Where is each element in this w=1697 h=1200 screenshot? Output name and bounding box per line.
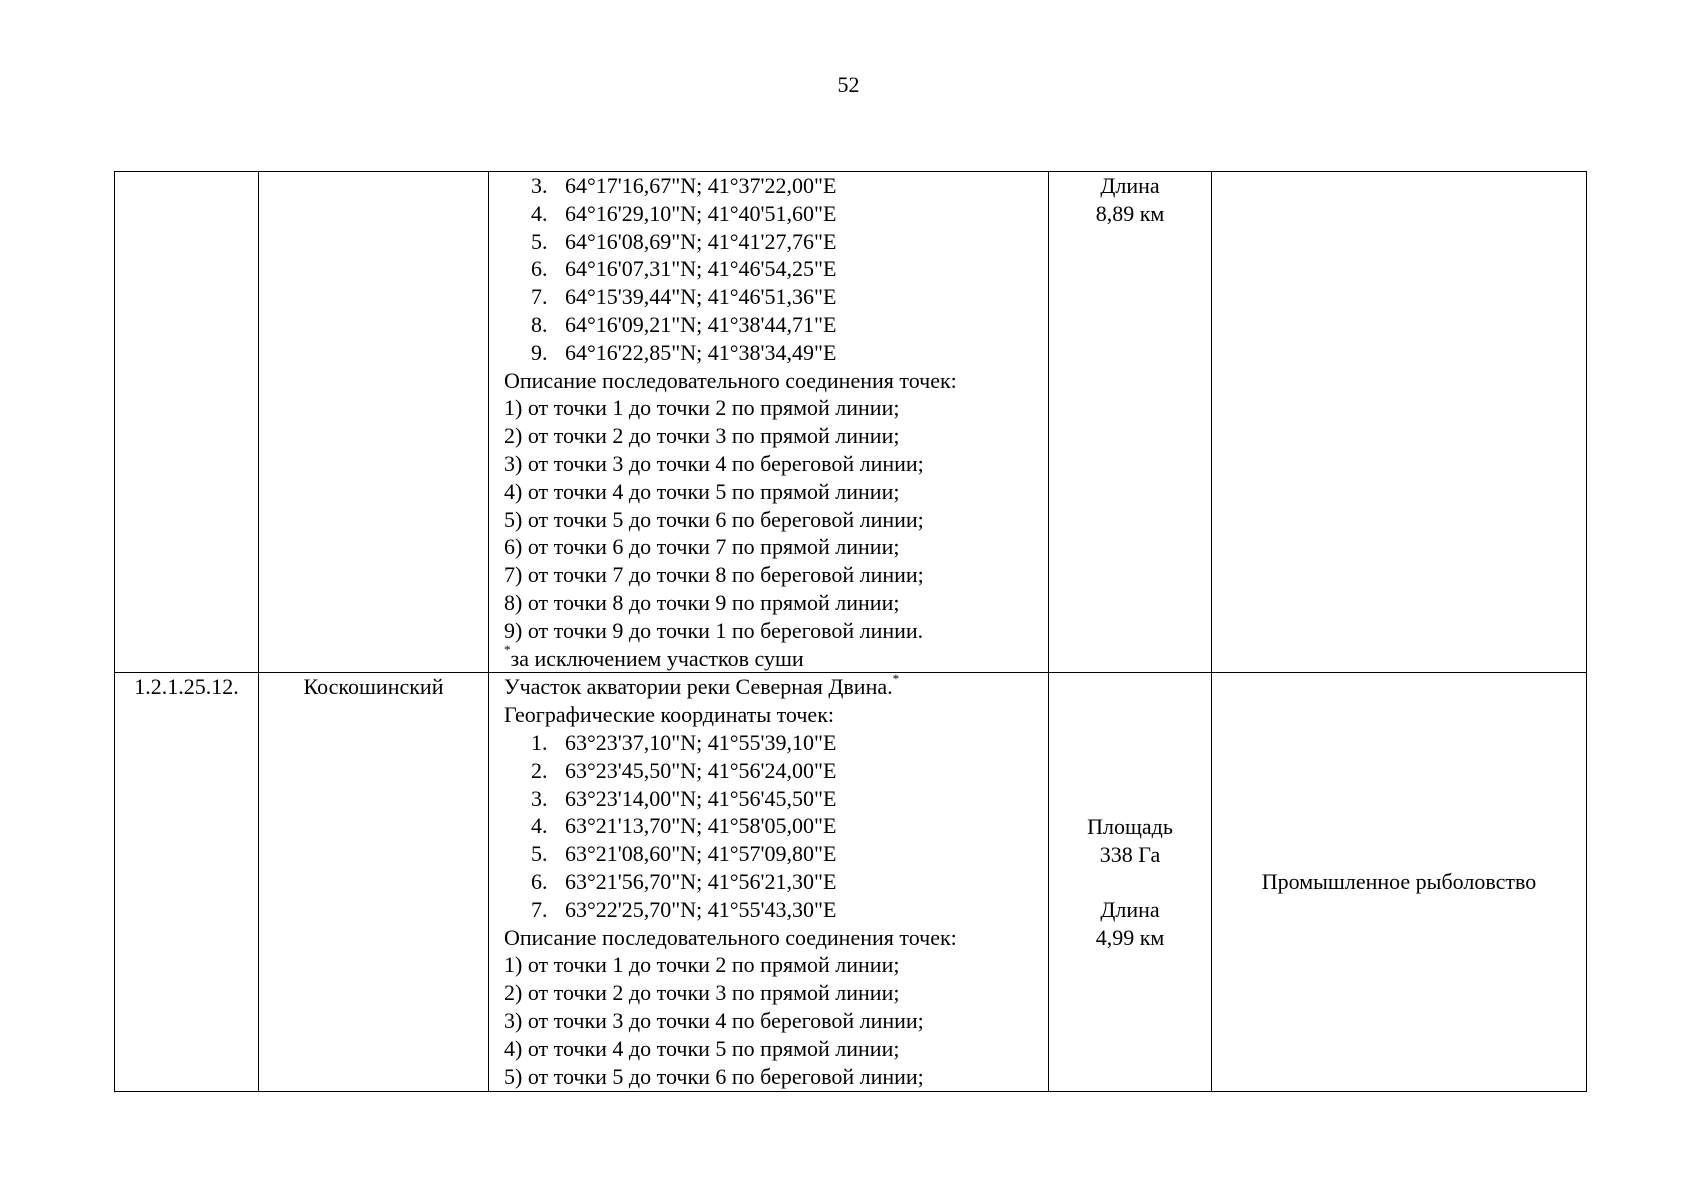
usage-cell: Промышленное рыболовство (1212, 673, 1587, 1092)
area-title: Участок акватории реки Северная Двина.* (504, 671, 900, 700)
length-label: Длина (1100, 897, 1160, 923)
area-name-cell (259, 172, 489, 673)
area-value: 338 Га (1099, 841, 1161, 867)
coordinate-line: 4. 63°21'13,70"N; 41°58'05,00"E (531, 813, 837, 839)
area-description-cell (489, 172, 1049, 673)
length-label: Длина (1100, 173, 1160, 198)
coordinate-line: 9. 64°16'22,85"N; 41°38'34,49"E (531, 339, 837, 365)
size-cell (1049, 172, 1212, 673)
connection-line: 2) от точки 2 до точки 3 по прямой линии; (504, 423, 900, 449)
area-description-cell (489, 673, 1049, 1092)
connection-line: 3) от точки 3 до точки 4 по береговой линии; (504, 450, 924, 476)
connection-line: 1) от точки 1 до точки 2 по прямой линии; (504, 952, 900, 978)
coordinate-line: 2. 63°23'45,50"N; 41°56'24,00"E (531, 757, 837, 783)
coordinate-line: 4. 64°16'29,10"N; 41°40'51,60"E (531, 200, 837, 226)
length-value: 8,89 км (1095, 200, 1165, 226)
footnote-mark: * (892, 671, 900, 687)
connection-line: 5) от точки 5 до точки 6 по береговой линии; (504, 1063, 924, 1089)
coordinate-line: 5. 63°21'08,60"N; 41°57'09,80"E (531, 841, 837, 867)
coordinates-heading: Географические координаты точек: (504, 702, 834, 728)
coordinate-line: 1. 63°23'37,10"N; 41°55'39,10"E (531, 729, 837, 755)
connection-line: 9) от точки 9 до точки 1 по береговой линии. (504, 617, 924, 643)
connection-heading: Описание последовательного соединения точек: (504, 367, 957, 393)
connection-heading: Описание последовательного соединения точек: (504, 924, 957, 950)
coordinate-line: 5. 64°16'08,69"N; 41°41'27,76"E (531, 228, 837, 254)
connection-line: 4) от точки 4 до точки 5 по прямой линии; (504, 478, 900, 504)
fishing-areas-table (114, 171, 1587, 1092)
coordinate-line: 8. 64°16'09,21"N; 41°38'44,71"E (531, 311, 837, 337)
connection-line: 1) от точки 1 до точки 2 по прямой линии; (504, 395, 900, 421)
connection-line: 7) от точки 7 до точки 8 по береговой линии; (504, 562, 924, 588)
row-number-cell: 1.2.1.25.12. (115, 673, 259, 1092)
area-label: Площадь (1087, 813, 1173, 839)
connection-line: 2) от точки 2 до точки 3 по прямой линии; (504, 980, 900, 1006)
coordinate-line: 7. 64°15'39,44"N; 41°46'51,36"E (531, 284, 837, 310)
usage-cell (1212, 172, 1587, 673)
coordinate-line: 3. 63°23'14,00"N; 41°56'45,50"E (531, 785, 837, 811)
size-cell (1049, 673, 1212, 1092)
coordinate-line: 3. 64°17'16,67"N; 41°37'22,00"E (531, 173, 837, 198)
footnote: *за исключением участков суши (504, 642, 804, 671)
coordinate-line: 7. 63°22'25,70"N; 41°55'43,30"E (531, 896, 837, 922)
connection-line: 4) от точки 4 до точки 5 по прямой линии; (504, 1035, 900, 1061)
connection-line: 5) от точки 5 до точки 6 по береговой линии; (504, 506, 924, 532)
area-name-cell: Коскошинский (259, 673, 489, 1092)
page-number: 52 (837, 72, 860, 97)
footnote-mark: * (504, 642, 511, 658)
coordinate-line: 6. 63°21'56,70"N; 41°56'21,30"E (531, 868, 837, 894)
table-row (115, 673, 1587, 1092)
table-row (115, 172, 1587, 673)
coordinate-line: 6. 64°16'07,31"N; 41°46'54,25"E (531, 256, 837, 282)
row-number-cell (115, 172, 259, 673)
connection-line: 6) от точки 6 до точки 7 по прямой линии; (504, 534, 900, 560)
connection-line: 3) от точки 3 до точки 4 по береговой линии; (504, 1007, 924, 1033)
length-value: 4,99 км (1095, 925, 1165, 951)
connection-line: 8) от точки 8 до точки 9 по прямой линии; (504, 589, 900, 615)
